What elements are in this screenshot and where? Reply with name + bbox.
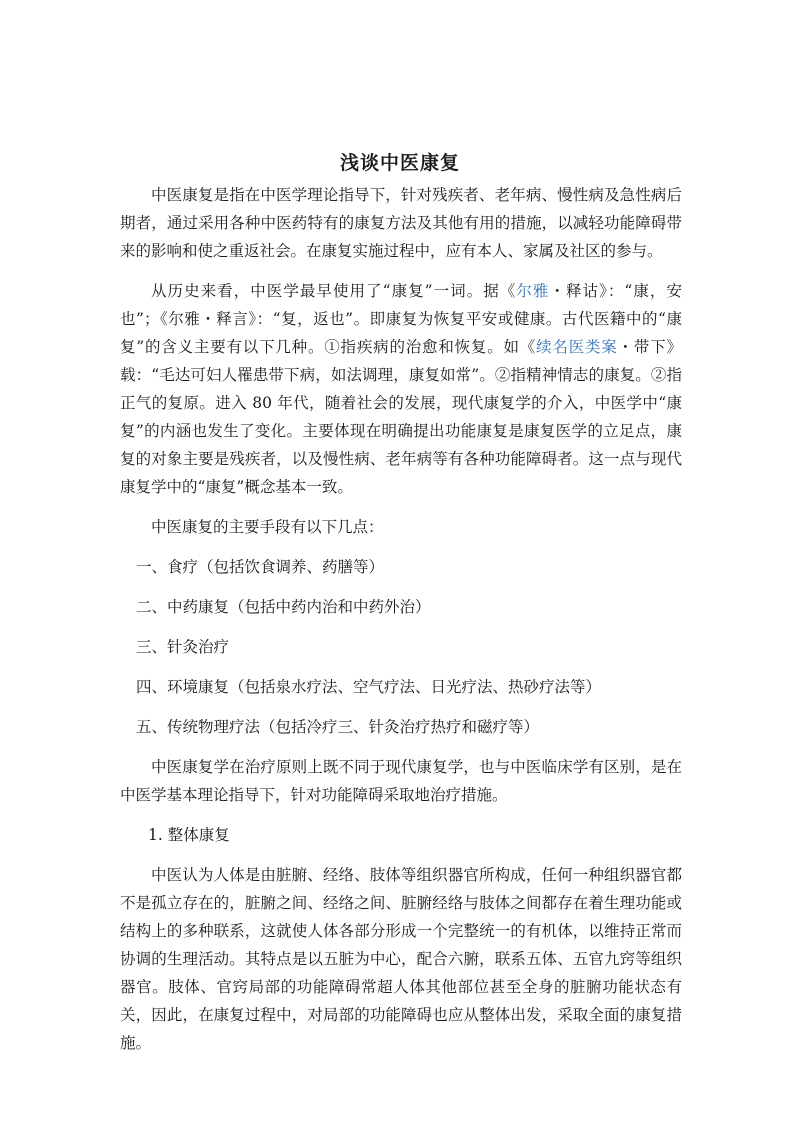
list-item: 四、环境康复（包括泉水疗法、空气疗法、日光疗法、热砂疗法等） [136,678,602,696]
paragraph-history [120,277,682,501]
list-item: 五、传统物理疗法（包括冷疗三、针灸治疗热疗和磁疗等） [136,718,540,736]
history-text-part1: 从历史来看，中医学最早使用了“康复”一词。据《 [151,282,517,300]
paragraph-methods-intro: 中医康复的主要手段有以下几点： [151,518,384,536]
paragraph-principles: 中医康复学在治疗原则上既不同于现代康复学，也与中医临床学有区别，是在中医学基本理论指导下，针对功能障碍采取地治疗措施。 [120,758,682,804]
paragraph-holistic: 中医认为人体是由脏腑、经络、肢体等组织器官所构成，任何一种组织器官都不是孤立存在的，脏腑之间、经络之间、脏腑经络与肢体之间都存在着生理功能或结构上的多种联系，这就使人体各部分形成一个完整统一的有机体，以维持正常而协调的生理活动。其特点是以五脏为中心，配合六腑，联系五体、五官九窍等组织器官。肢体、官窍局部的功能障碍常超人体其他部位甚至全身的脏腑功能状态有关，因此，在康复过程中，对局部的功能障碍也应从整体出发，采取全面的康复措施。 [120,866,682,1052]
history-text-part3: ・带下》载：“毛达可妇人罹患带下病，如法调理，康复如常”。②指精神情志的康复。②指正气的复原。进入 80 年代，随着社会的发展，现代康复学的介入，中医学中“康复”的内涵也发生了变化。主要体现在明确提出功能康复是康复医学的立足点，康复的对象主要是残疾者，以及慢性病、老年病等有各种功能障碍者。这一点与现代康复学中的“康复”概念基本一致。 [120,338,682,496]
page-title: 浅谈中医康复 [339,152,460,174]
list-item: 三、针灸治疗 [136,638,230,656]
paragraph-definition: 中医康复是指在中医学理论指导下，针对残疾者、老年病、慢性病及急性病后期者，通过采用各种中医药特有的康复方法及其他有用的措施，以减轻功能障碍带来的影响和使之重返社会。在康复实施过程中，应有本人、家属及社区的参与。 [120,186,682,260]
document-body [120,181,682,1057]
erya-link[interactable]: 尔雅 [516,282,550,300]
xumingyileian-link[interactable]: 续名医类案 [536,338,618,356]
list-item: 一、食疗（包括饮食调养、药膳等） [136,558,385,576]
list-item: 二、中药康复（包括中药内治和中药外治） [136,598,431,616]
history-text-part2: ・释诂》：“康，安也”；《尔雅・释言》：“复，返也”。即康复为恢复平安或健康。古代医籍中的“康复”的含义主要有以下几种。①指疾病的治愈和恢复。如《 [120,282,682,356]
section-heading-holistic: 1. 整体康复 [148,826,230,844]
